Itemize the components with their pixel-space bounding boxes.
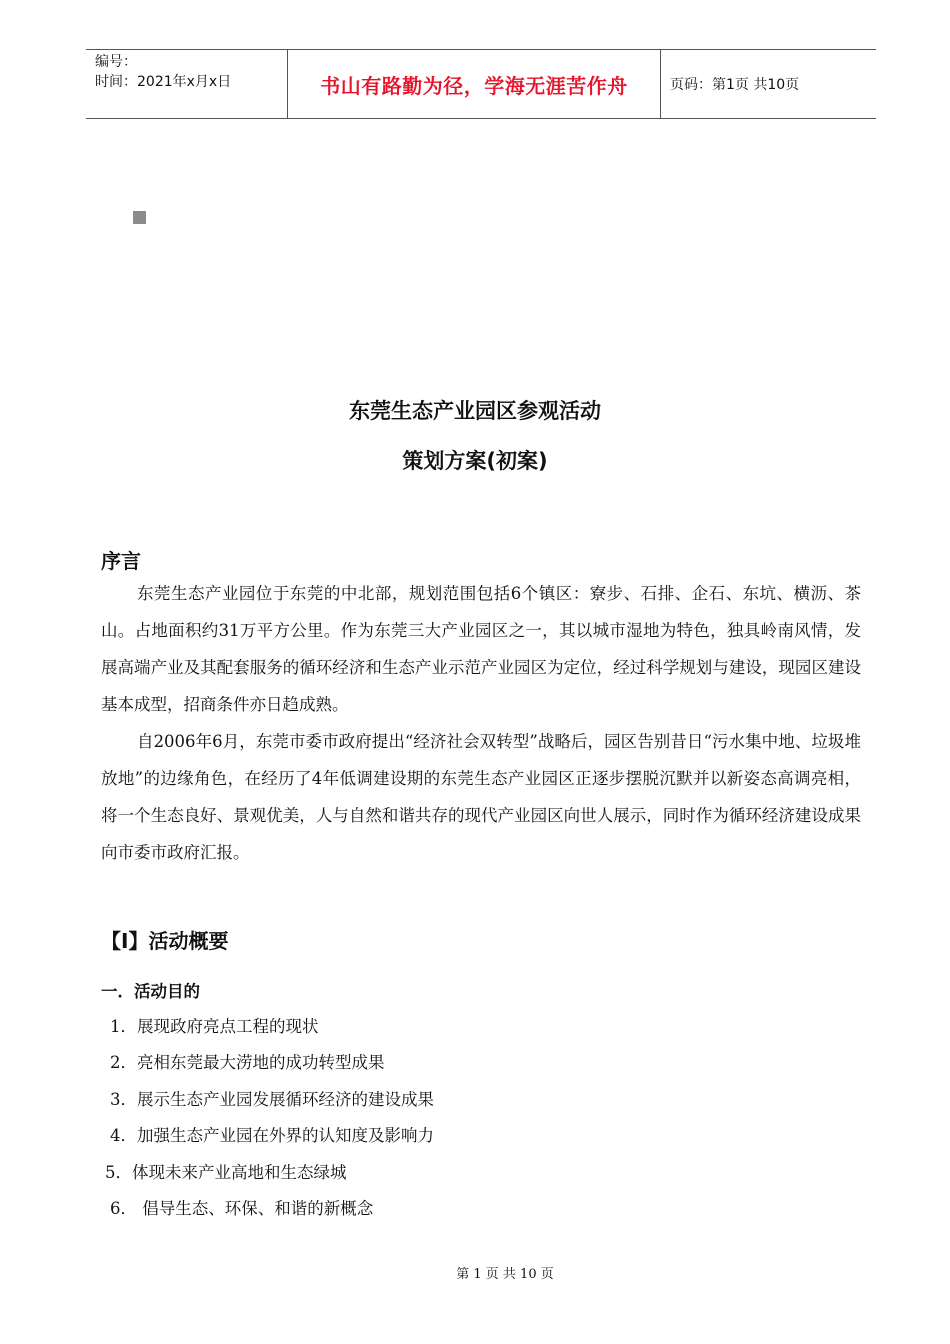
square-bullet-icon	[133, 211, 146, 224]
purpose-item-6: 6． 倡导生态、环保、和谐的新概念	[110, 1199, 374, 1218]
document-subtitle: 策划方案(初案)	[402, 449, 548, 473]
header-motto-cell	[288, 50, 661, 118]
page-header	[86, 49, 876, 119]
number-label: 编号：	[95, 54, 137, 70]
subheading-purpose: 一．活动目的	[101, 982, 200, 1001]
motto-text: 书山有路勤为径，学海无涯苦作舟	[320, 73, 628, 98]
document-title: 东莞生态产业园区参观活动	[349, 399, 601, 423]
page-footer: 第 1 页 共 10 页	[456, 1267, 554, 1282]
purpose-item-3: 3．展示生态产业园发展循环经济的建设成果	[110, 1090, 434, 1109]
purpose-item-2: 2．亮相东莞最大涝地的成功转型成果	[110, 1053, 385, 1072]
purpose-item-1: 1．展现政府亮点工程的现状	[110, 1017, 319, 1036]
section-heading-overview: 【Ⅰ】活动概要	[101, 929, 229, 953]
preface-paragraph-2: 自2006年6月，东莞市委市政府提出“经济社会双转型”战略后，园区告别昔日“污水集中地、垃圾堆放地”的边缘角色，在经历了4年低调建设期的东莞生态产业园区正逐步摆脱沉默并以新姿态高调亮相，将一个生态良好、景观优美，人与自然和谐共存的现代产业园区向世人展示，同时作为循环经济建设成果向市委市政府汇报。	[101, 732, 861, 862]
preface-heading: 序言	[101, 549, 141, 573]
header-page-cell	[661, 50, 876, 118]
purpose-item-4: 4．加强生态产业园在外界的认知度及影响力	[110, 1126, 434, 1145]
time-label: 时间：2021年x月x日	[95, 74, 232, 90]
header-meta-cell	[86, 50, 288, 118]
page-info: 页码：第1页 共10页	[670, 77, 800, 93]
preface-paragraph-1: 东莞生态产业园位于东莞的中北部，规划范围包括6个镇区：寮步、石排、企石、东坑、横沥、茶山。占地面积约31万平方公里。作为东莞三大产业园区之一，其以城市湿地为特色，独具岭南风情，发展高端产业及其配套服务的循环经济和生态产业示范产业园区为定位，经过科学规划与建设，现园区建设基本成型，招商条件亦日趋成熟。	[101, 584, 861, 714]
purpose-item-5: 5．体现未来产业高地和生态绿城	[105, 1163, 347, 1182]
